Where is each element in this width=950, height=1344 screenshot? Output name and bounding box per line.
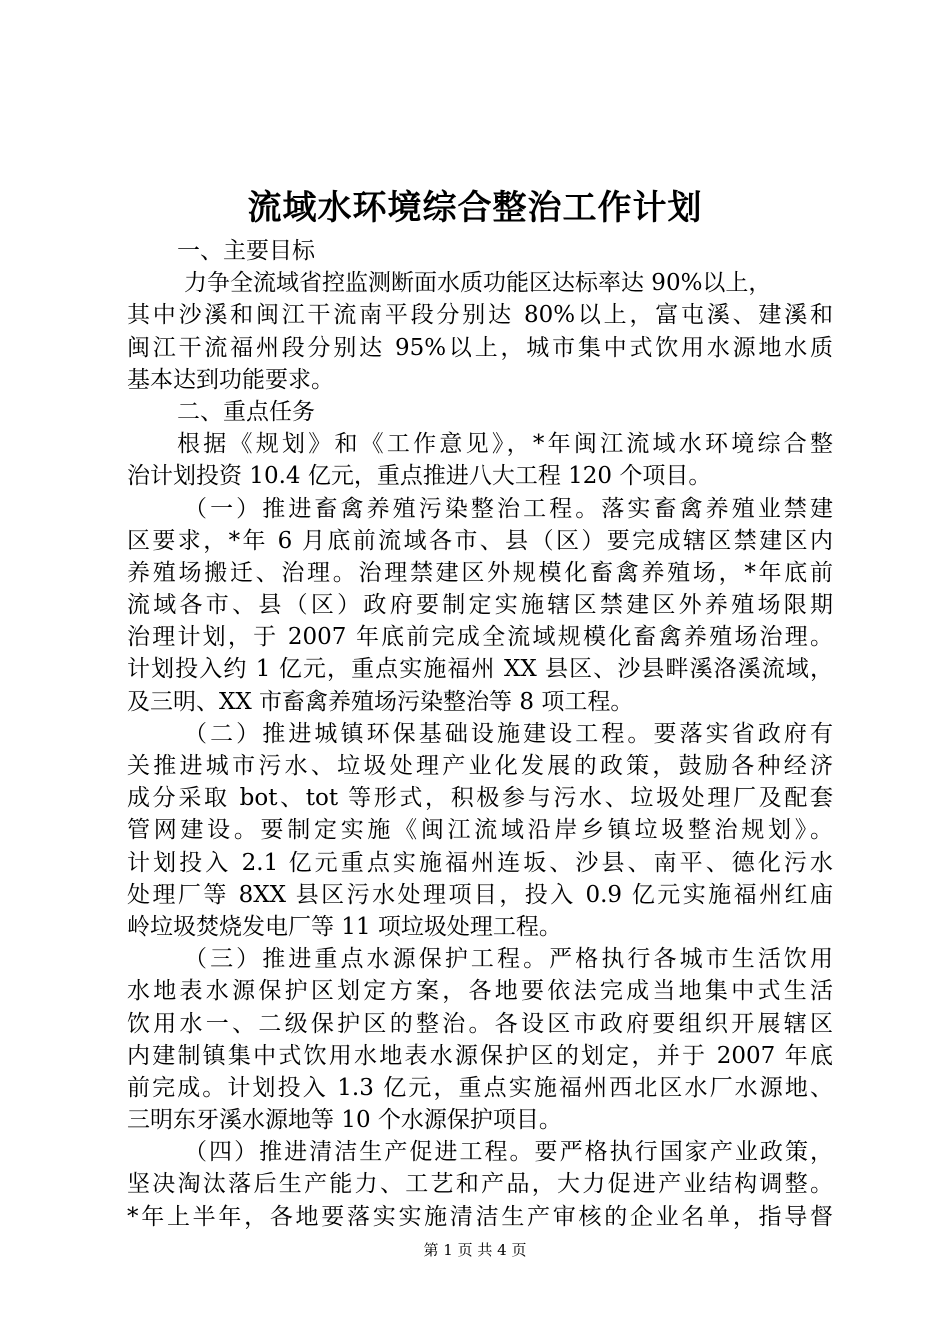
text-line: 闽江干流福州段分别达 95%以上，城市集中式饮用水源地水质 — [127, 334, 833, 361]
text-line: 饮用水一、二级保护区的整治。各设区市政府要组织开展辖区 — [127, 1010, 833, 1037]
text-line: 处理厂等 8XX 县区污水处理项目，投入 0.9 亿元实施福州红庙 — [127, 881, 833, 908]
document-body — [127, 235, 833, 1233]
text-line: 水地表水源保护区划定方案，各地要依法完成当地集中式生活 — [127, 978, 833, 1005]
text-line: 成分采取 bot、tot 等形式，积极参与污水、垃圾处理厂及配套 — [127, 785, 833, 812]
text-line: （二）推进城镇环保基础设施建设工程。要落实省政府有 — [184, 720, 833, 747]
text-line: 基本达到功能要求。 — [127, 366, 334, 393]
text-line: 区要求，*年 6 月底前流域各市、县（区）要完成辖区禁建区内 — [127, 527, 833, 554]
text-line: （一）推进畜禽养殖污染整治工程。落实畜禽养殖业禁建 — [184, 495, 833, 522]
page-footer: 第 1 页 共 4 页 — [423, 1241, 527, 1259]
text-line: 计划投入约 1 亿元，重点实施福州 XX 县区、沙县畔溪洛溪流域， — [127, 656, 833, 683]
text-line: 计划投入 2.1 亿元重点实施福州连坂、沙县、南平、德化污水 — [127, 849, 833, 876]
document-title: 流域水环境综合整治工作计划 — [247, 188, 703, 228]
text-line: 养殖场搬迁、治理。治理禁建区外规模化畜禽养殖场，*年底前 — [127, 559, 833, 586]
text-line: 二、重点任务 — [177, 398, 315, 425]
text-line: 根据《规划》和《工作意见》，*年闽江流域水环境综合整 — [177, 431, 833, 458]
text-line: 关推进城市污水、垃圾处理产业化发展的政策，鼓励各种经济 — [127, 753, 833, 779]
text-line: 及三明、XX 市畜禽养殖场污染整治等 8 项工程。 — [127, 688, 634, 715]
text-line: 一、主要目标 — [177, 238, 315, 264]
text-line: 管网建设。要制定实施《闽江流域沿岸乡镇垃圾整治规划》。 — [127, 817, 833, 844]
text-line: 治理计划，于 2007 年底前完成全流域规模化畜禽养殖场治理。 — [127, 624, 833, 651]
text-line: 流域各市、县（区）政府要制定实施辖区禁建区外养殖场限期 — [127, 592, 833, 619]
text-line: 坚决淘汰落后生产能力、工艺和产品，大力促进产业结构调整。 — [127, 1171, 833, 1198]
text-line: 前完成。计划投入 1.3 亿元，重点实施福州西北区水厂水源地、 — [127, 1074, 833, 1101]
text-line: 岭垃圾焚烧发电厂等 11 项垃圾处理工程。 — [127, 913, 562, 940]
text-line: 力争全流域省控监测断面水质功能区达标率达 90%以上， — [184, 270, 772, 297]
text-line: 三明东牙溪水源地等 10 个水源保护项目。 — [127, 1107, 562, 1134]
text-line: 其中沙溪和闽江干流南平段分别达 80%以上，富屯溪、建溪和 — [127, 302, 833, 329]
text-line: 内建制镇集中式饮用水地表水源保护区的划定，并于 2007 年底 — [127, 1042, 833, 1069]
text-line: 治计划投资 10.4 亿元，重点推进八大工程 120 个项目。 — [127, 463, 712, 490]
text-line: *年上半年，各地要落实实施清洁生产审核的企业名单，指导督 — [127, 1203, 833, 1230]
text-line: （四）推进清洁生产促进工程。要严格执行国家产业政策， — [184, 1139, 833, 1166]
text-line: （三）推进重点水源保护工程。严格执行各城市生活饮用 — [184, 946, 833, 973]
